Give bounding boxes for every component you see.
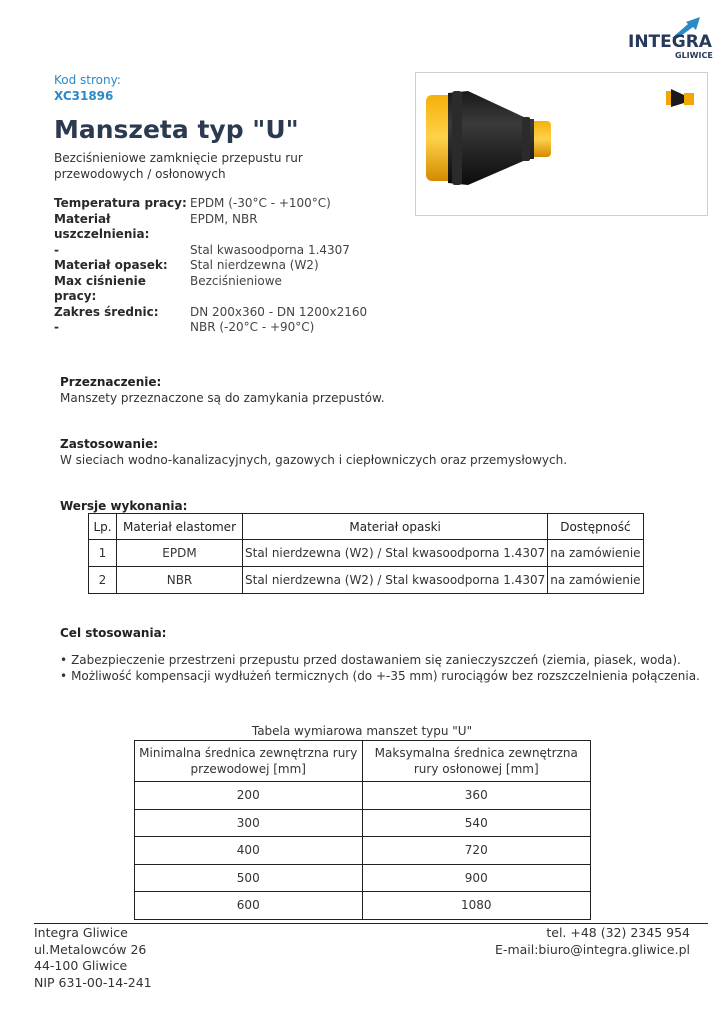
table-row [135,892,591,920]
spec-value: Bezciśnieniowe [190,273,282,288]
band-left [452,91,462,185]
table-row [89,567,644,594]
purpose-text: Manszety przeznaczone są do zamykania przepustów. [60,391,385,405]
table-cell: 300 [135,809,363,837]
spec-value: DN 200x360 - DN 1200x2160 [190,304,368,319]
product-illustration [416,73,707,215]
footer-email[interactable]: E-mail:biuro@integra.gliwice.pl [495,941,690,957]
table-cell: 360 [362,782,591,810]
table-header: Lp. [89,514,117,540]
spec-row [54,196,367,212]
table-row [135,837,591,865]
page-subtitle: Bezciśnieniowe zamknięcie przepustu rur przewodowych / osłonowych [54,151,303,181]
table-cell: na zamówienie [548,540,643,567]
table-cell: 900 [362,864,591,892]
spec-value: EPDM, NBR [190,211,258,226]
purpose-heading: Przeznaczenie: [60,375,162,389]
spec-key: Materiał [54,211,111,226]
spec-list [54,196,367,336]
spec-key: Max ciśnienie pracy: [54,273,146,303]
table-cell: 2 [89,567,117,594]
footer-divider [34,923,708,924]
spec-value: Stal nierdzewna (W2) [190,258,319,272]
table-row [135,864,591,892]
spec-row [54,320,367,336]
table-cell: 400 [135,837,363,865]
table-header-row [89,514,644,540]
spec-key: Materiał opasek: [54,258,168,272]
spec-row [54,258,367,274]
table-row [135,782,591,810]
logo-city: GLIWICE [675,51,713,60]
table-cell: 600 [135,892,363,920]
spec-value: Stal kwasoodporna 1.4307 [190,242,350,257]
list-item: • Zabezpieczenie przestrzeni przepustu przed dostawaniem się zanieczyszczeń (ziemia, piasek, woda). [60,652,700,668]
spec-key: - [54,242,59,257]
table-cell: Stal nierdzewna (W2) / Stal kwasoodporna 1.4307 [243,540,548,567]
spec-row [54,274,367,305]
spec-row [54,227,367,243]
table-cell: 1080 [362,892,591,920]
table-cell: 1 [89,540,117,567]
table-row [89,540,644,567]
table-cell: 720 [362,837,591,865]
spec-key: Zakres średnic: [54,304,159,319]
spec-row [54,243,367,259]
table-row [135,809,591,837]
spec-value: NBR (-20°C - +90°C) [190,320,315,334]
table-header: Maksymalna średnica zewnętrzna rury osłonowej [mm] [362,741,591,782]
spec-key: Temperatura pracy: [54,196,187,210]
footer-company: Integra Gliwice [34,925,128,940]
footer-contact [495,925,690,958]
spec-row [54,212,367,228]
table-cell: 200 [135,782,363,810]
page-code-label: Kod strony: [54,73,121,87]
table-header: Materiał elastomer [117,514,243,540]
band-right [522,117,530,161]
spec-value: EPDM (-30°C - +100°C) [190,196,331,210]
goal-heading: Cel stosowania: [60,626,167,640]
spec-row [54,305,367,321]
versions-heading: Wersje wykonania: [60,499,188,513]
dimensions-caption: Tabela wymiarowa manszet typu "U" [251,724,473,738]
logo-brand-name: INTEGRA [628,32,712,52]
footer-address [34,925,152,991]
versions-table [88,513,644,594]
application-heading: Zastosowanie: [60,437,159,451]
goal-list [60,652,700,684]
footer-phone[interactable]: tel. +48 (32) 2345 954 [546,925,690,940]
table-cell: Stal nierdzewna (W2) / Stal kwasoodporna 1.4307 [243,567,548,594]
table-header: Dostępność [548,514,643,540]
footer-city: 44-100 Gliwice [34,958,128,973]
table-header: Minimalna średnica zewnętrzna rury przewodowej [mm] [135,741,363,782]
dimensions-table [134,740,591,920]
table-cell: na zamówienie [548,567,643,594]
table-header: Materiał opaski [243,514,548,540]
application-text: W sieciach wodno-kanalizacyjnych, gazowych i ciepłowniczych oraz przemysłowych. [60,453,568,467]
table-cell: 540 [362,809,591,837]
page-code-value: XC31896 [54,89,114,103]
thumbnail [666,89,694,107]
table-header-row [135,741,591,782]
page-title: Manszeta typ "U" [54,115,299,144]
list-item: • Możliwość kompensacji wydłużeń termicznych (do +-35 mm) rurociągów bez rozszczelnienia połączenia. [60,668,700,684]
footer-street: ul.Metalowców 26 [34,941,147,957]
table-cell: 500 [135,864,363,892]
spec-key: uszczelnienia: [54,227,150,241]
footer-nip: NIP 631-00-14-241 [34,974,152,990]
spec-key: - [54,320,59,334]
table-cell: NBR [117,567,243,594]
table-cell: EPDM [117,540,243,567]
integra-logo [628,16,714,62]
product-photo[interactable] [415,72,708,216]
